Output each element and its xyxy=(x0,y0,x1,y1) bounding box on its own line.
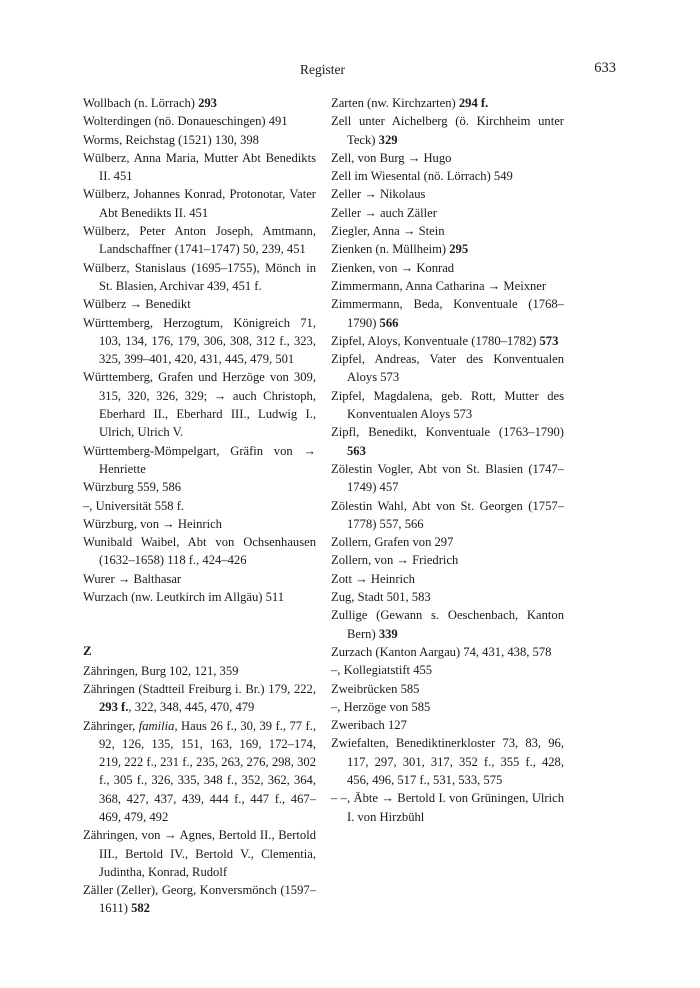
entry-text: Zell unter Aichelberg (ö. Kirchheim unter Teck) xyxy=(331,114,564,147)
section-gap xyxy=(83,606,316,642)
entry-text: Zienken, von → Konrad xyxy=(331,260,455,275)
entries-z-continued xyxy=(331,94,564,826)
entry-text: 293 f. xyxy=(99,700,129,715)
index-entry xyxy=(83,662,316,680)
entry-text: – –, Äbte → Bertold I. von Grüningen, Ulrich I. von Hirzbühl xyxy=(331,791,564,824)
entry-text: 563 xyxy=(347,443,366,458)
section-letter-z: Z xyxy=(83,643,92,659)
entry-text: –, Kollegiatstift 455 xyxy=(331,663,433,678)
index-entry xyxy=(83,515,316,533)
index-entry xyxy=(83,826,316,881)
entry-text: Wülberz, Johannes Konrad, Protonotar, Vater Abt Benedikts II. 451 xyxy=(83,187,316,220)
index-entry xyxy=(83,442,316,479)
index-entry xyxy=(83,478,316,496)
entry-text: Wunibald Waibel, Abt von Ochsenhausen (1632–1658) 118 f., 424–426 xyxy=(83,535,316,568)
index-entry xyxy=(331,551,564,569)
entry-text: Zott → Heinrich xyxy=(331,571,415,586)
index-entry xyxy=(331,387,564,424)
entry-text: Zölestin Vogler, Abt von St. Blasien (1747–1749) 457 xyxy=(331,461,564,495)
index-entry xyxy=(83,314,316,369)
entry-text: Zeller → Nikolaus xyxy=(331,187,426,202)
index-entry xyxy=(83,94,316,112)
entry-text: Wolterdingen (nö. Donaueschingen) 491 xyxy=(83,114,288,129)
index-entry xyxy=(331,570,564,588)
index-entry xyxy=(331,204,564,222)
index-entry xyxy=(331,789,564,826)
entry-text: Wollbach (n. Lörrach) xyxy=(83,96,199,110)
index-entry xyxy=(331,716,564,734)
index-entry xyxy=(83,588,316,606)
index-entry xyxy=(83,680,316,717)
entry-text: Zähringen (Stadtteil Freiburg i. Br.) 179, 222, xyxy=(83,681,316,696)
index-entry xyxy=(331,734,564,789)
index-entry xyxy=(331,149,564,167)
entry-text: 295 xyxy=(449,242,469,257)
entry-text: Zug, Stadt 501, 583 xyxy=(331,590,431,605)
entry-text: Würzburg, von → Heinrich xyxy=(83,516,222,531)
index-entry xyxy=(331,277,564,295)
index-column-left xyxy=(83,94,316,918)
entry-text: 293 xyxy=(198,96,217,110)
entry-text: 573 xyxy=(539,333,559,348)
entry-text: Zweribach 127 xyxy=(331,718,407,733)
index-entry xyxy=(83,717,316,827)
entry-text: Zell im Wiesental (nö. Lörrach) 549 xyxy=(331,169,513,184)
index-entry xyxy=(331,533,564,551)
index-entry xyxy=(331,661,564,679)
entry-text: Zollern, Grafen von 297 xyxy=(331,535,454,550)
entry-text: Zell, von Burg → Hugo xyxy=(331,150,452,165)
entry-text: , Haus 26 f., 30, 39 f., 77 f., 92, 126, 135, 151, 163, 169, 172–174, 219, 222 f., 231 f., 235, 263, 276, 298, 302 f., 305 f., 326, 335, 348 f., 352, 362, 364, 368, 427, 437, 439, 444 f., 447 f., 467–469, 479, 492 xyxy=(99,718,316,824)
index-entry xyxy=(83,295,316,313)
entry-text: Zurzach (Kanton Aargau) 74, 431, 438, 578 xyxy=(331,644,552,659)
entry-text: Zimmermann, Anna Catharina → Meixner xyxy=(331,278,547,293)
entry-text: 339 xyxy=(378,626,398,641)
entry-text: Zipfl, Benedikt, Konventuale (1763–1790) xyxy=(331,425,564,440)
entry-text: Wülberz → Benedikt xyxy=(83,297,191,312)
entry-text: Zölestin Wahl, Abt von St. Georgen (1757–1778) 557, 566 xyxy=(331,498,564,531)
page-number: 633 xyxy=(594,60,616,76)
entries-w xyxy=(83,94,316,606)
entry-text: Zeller → auch Zäller xyxy=(331,205,437,220)
index-entry xyxy=(331,606,564,643)
index-entry xyxy=(331,332,564,350)
index-entry xyxy=(331,259,564,277)
index-entry xyxy=(331,240,564,258)
entry-text: Zimmermann, Beda, Konventuale (1768–1790) xyxy=(331,297,564,330)
index-entry xyxy=(331,295,564,332)
entry-text: Würzburg 559, 586 xyxy=(83,480,182,495)
index-entry xyxy=(331,112,564,149)
entry-text: Zweibrücken 585 xyxy=(331,681,420,696)
entry-text: Württemberg, Herzogtum, Königreich 71, 103, 134, 176, 179, 306, 308, 312 f., 323, 325, 399–401, 420, 431, 445, 479, 501 xyxy=(83,315,316,367)
entry-text: Wülberz, Anna Maria, Mutter Abt Benedikts II. 451 xyxy=(83,150,316,184)
index-entry xyxy=(83,881,316,918)
entry-text: familia xyxy=(138,718,175,733)
index-entry xyxy=(331,588,564,606)
index-entry xyxy=(331,460,564,497)
entry-text: Zullige (Gewann s. Oeschenbach, Kanton Bern) xyxy=(331,608,564,641)
entry-text: 566 xyxy=(379,315,399,330)
entry-text: Zipfel, Magdalena, geb. Rott, Mutter des Konventualen Aloys 573 xyxy=(331,388,564,422)
entry-text: Zähringer, xyxy=(83,718,139,733)
index-entry xyxy=(331,698,564,716)
entry-text: Württemberg, Grafen und Herzöge von 309, 315, 320, 326, 329; → auch Christoph, Eberhard II., Eberhard III., Ludwig I., Ulrich, Ulrich V. xyxy=(83,370,316,440)
index-entry xyxy=(331,497,564,534)
entry-text: Württemberg-Mömpelgart, Gräfin von → Henriette xyxy=(83,443,316,476)
entry-text: 582 xyxy=(131,901,150,916)
index-entry xyxy=(83,368,316,441)
entry-text: Worms, Reichstag (1521) 130, 398 xyxy=(83,132,259,147)
index-entry xyxy=(83,570,316,588)
index-entry xyxy=(331,167,564,185)
entry-text: Zollern, von → Friedrich xyxy=(331,553,459,568)
entry-text: Wurzach (nw. Leutkirch im Allgäu) 511 xyxy=(83,590,285,605)
index-entry xyxy=(331,350,564,387)
entry-text: –, Herzöge von 585 xyxy=(331,699,431,714)
index-entry xyxy=(83,131,316,149)
entry-text: Zipfel, Aloys, Konventuale (1780–1782) xyxy=(331,333,540,348)
entry-text: , 322, 348, 445, 470, 479 xyxy=(128,700,255,715)
index-entry xyxy=(331,185,564,203)
index-entry xyxy=(331,423,564,460)
entry-text: Wurer → Balthasar xyxy=(83,571,182,586)
index-entry xyxy=(331,94,564,112)
index-entry xyxy=(331,222,564,240)
entry-text: Zäller (Zeller), Georg, Konversmönch (1597–1611) xyxy=(83,883,316,916)
index-entry xyxy=(83,185,316,222)
entry-text: Zwiefalten, Benediktinerkloster 73, 83, 96, 117, 297, 301, 317, 352 f., 355 f., 428, 456, 496, 517 f., 531, 533, 575 xyxy=(331,736,564,787)
index-entry xyxy=(83,497,316,515)
running-head: Register xyxy=(300,62,345,77)
entry-text: Zipfel, Andreas, Vater des Konventualen Aloys 573 xyxy=(331,352,564,385)
entry-text: 294 f. xyxy=(458,96,489,110)
index-entry xyxy=(83,112,316,130)
entry-text: Wülberz, Stanislaus (1695–1755), Mönch in St. Blasien, Archivar 439, 451 f. xyxy=(83,260,316,293)
index-entry xyxy=(83,259,316,296)
index-entry xyxy=(83,222,316,259)
index-column-right xyxy=(331,94,564,826)
entry-text: 329 xyxy=(378,132,398,147)
entry-text: Zähringen, Burg 102, 121, 359 xyxy=(83,663,239,678)
entry-text: Zähringen, von → Agnes, Bertold II., Bertold III., Bertold IV., Bertold V., Clementia, Judintha, Konrad, Rudolf xyxy=(83,828,316,879)
index-entry xyxy=(331,680,564,698)
entry-text: –, Universität 558 f. xyxy=(83,498,185,513)
entry-text: Wülberz, Peter Anton Joseph, Amtmann, Landschaffner (1741–1747) 50, 239, 451 xyxy=(83,224,316,257)
entry-text: Zarten (nw. Kirchzarten) xyxy=(331,96,459,110)
entry-text: Zienken (n. Müllheim) xyxy=(331,242,450,257)
index-entry xyxy=(83,149,316,186)
entries-z xyxy=(83,662,316,918)
index-entry xyxy=(331,643,564,661)
entry-text: Ziegler, Anna → Stein xyxy=(331,224,445,239)
index-entry xyxy=(83,533,316,570)
